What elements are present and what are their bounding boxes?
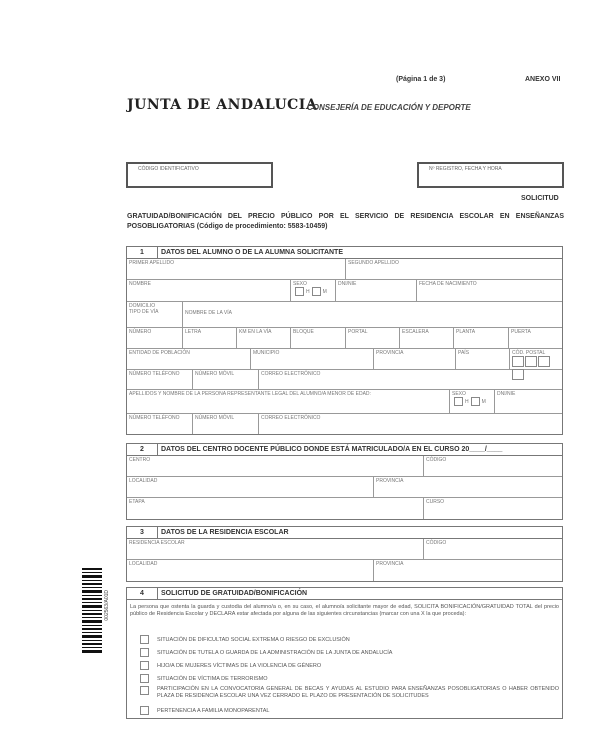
option-label: PERTENENCIA A FAMILIA MONOPARENTAL: [157, 707, 270, 714]
cod-postal-field[interactable]: [509, 349, 562, 369]
junta-logo: JUNTA DE ANDALUCIA: [127, 97, 318, 113]
sexo-label: SEXO: [293, 281, 307, 287]
barcode: [82, 568, 102, 654]
section-4-intro: La persona que ostenta la guarda y custodia del alumno/a o, en su caso, el alumno/a solicitante mayor de edad, SOLICITA BONIFICACIÓN/GRATUIDAD TOTAL del precio público de Residencia Escolar y DECLARA estar afectada por alguna de las siguientes circunstancias (marcar con una X la que proceda):: [130, 604, 559, 617]
section-1: [126, 246, 563, 435]
rep-dni-field[interactable]: DNI/NIE: [494, 390, 562, 413]
sexo-h-checkbox[interactable]: [295, 287, 304, 296]
option-checkbox[interactable]: [140, 648, 149, 657]
section-2-header: [127, 444, 562, 456]
domicilio-label: DOMICILIO: [129, 303, 156, 309]
option-label: HIJO/A DE MUJERES VÍCTIMAS DE LA VIOLENCIA DE GÉNERO: [157, 662, 322, 669]
sexo-field: [290, 280, 335, 301]
option-label: SITUACIÓN DE TUTELA O GUARDA DE LA ADMINISTRACIÓN DE LA JUNTA DE ANDALUCÍA: [157, 649, 393, 656]
residencia-provincia-field[interactable]: PROVINCIA: [373, 560, 562, 581]
municipio-field[interactable]: MUNICIPIO: [250, 349, 373, 369]
code-box[interactable]: [126, 162, 273, 188]
option-checkbox[interactable]: [140, 661, 149, 670]
option-terrorismo[interactable]: [138, 674, 268, 683]
section-2: [126, 443, 563, 520]
section-3-header: [127, 527, 562, 539]
section-3: [126, 526, 563, 582]
section-4: [126, 587, 563, 719]
option-becas[interactable]: [138, 686, 559, 700]
section-1-title: DATOS DEL ALUMNO O DE LA ALUMNA SOLICITANTE: [161, 249, 343, 256]
rep-sexo-h-label: H: [465, 398, 469, 405]
correo-field[interactable]: CORREO ELECTRÓNICO: [258, 370, 562, 389]
section-2-title: DATOS DEL CENTRO DOCENTE PÚBLICO DONDE ESTÁ MATRICULADO/A EN EL CURSO 20____/____: [161, 446, 503, 453]
bloque-field[interactable]: BLOQUE: [290, 328, 345, 348]
section-4-title: SOLICITUD DE GRATUIDAD/BONIFICACIÓN: [161, 590, 308, 597]
rep-movil-field[interactable]: NÚMERO MÓVIL: [192, 414, 258, 434]
cp-digit-box[interactable]: [512, 356, 524, 367]
km-field[interactable]: KM EN LA VÍA: [236, 328, 290, 348]
option-tutela[interactable]: [138, 648, 392, 657]
consejeria-label: CONSEJERÍA DE EDUCACIÓN Y DEPORTE: [307, 103, 471, 112]
entidad-field[interactable]: ENTIDAD DE POBLACIÓN: [129, 350, 190, 356]
centro-field[interactable]: CENTRO: [129, 457, 151, 463]
letra-field[interactable]: LETRA: [182, 328, 236, 348]
cp-digit-box[interactable]: [525, 356, 537, 367]
tipo-via-label: TIPO DE VÍA: [129, 309, 159, 315]
rep-telefono-field[interactable]: NÚMERO TELÉFONO: [129, 415, 180, 421]
option-violencia-genero[interactable]: [138, 661, 321, 670]
section-2-number: 2: [127, 444, 158, 455]
registry-box[interactable]: [417, 162, 564, 188]
planta-field[interactable]: PLANTA: [453, 328, 508, 348]
sexo-h-label: H: [306, 288, 310, 295]
rep-sexo-h-checkbox[interactable]: [454, 397, 463, 406]
centro-provincia-field[interactable]: PROVINCIA: [373, 477, 562, 497]
dni-field[interactable]: DNI/NIE: [335, 280, 416, 301]
telefono-field[interactable]: NÚMERO TELÉFONO: [129, 371, 180, 377]
section-3-title: DATOS DE LA RESIDENCIA ESCOLAR: [161, 529, 289, 536]
cp-digit-box[interactable]: [538, 356, 550, 367]
section-1-number: 1: [127, 247, 158, 258]
tipo-via-field[interactable]: [127, 302, 182, 327]
section-4-header: [127, 588, 562, 600]
section-3-number: 3: [127, 527, 158, 538]
pais-field[interactable]: PAÍS: [455, 349, 509, 369]
primer-apellido-field[interactable]: PRIMER APELLIDO: [129, 260, 175, 266]
nombre-field[interactable]: NOMBRE: [129, 281, 151, 287]
option-monoparental[interactable]: [138, 706, 269, 715]
rep-correo-field[interactable]: CORREO ELECTRÓNICO: [258, 414, 562, 434]
option-checkbox[interactable]: [140, 706, 149, 715]
form-title: [127, 212, 564, 232]
rep-sexo-field: [449, 390, 494, 413]
option-label: SITUACIÓN DE VÍCTIMA DE TERRORISMO: [157, 675, 268, 682]
rep-sexo-m-checkbox[interactable]: [471, 397, 480, 406]
residencia-codigo-field[interactable]: CÓDIGO: [423, 539, 562, 559]
registry-box-label: Nº REGISTRO, FECHA Y HORA: [429, 166, 502, 172]
solicitud-label: SOLICITUD: [521, 195, 559, 202]
etapa-field[interactable]: ETAPA: [129, 499, 145, 505]
residencia-localidad-field[interactable]: LOCALIDAD: [129, 561, 158, 567]
section-1-header: [127, 247, 562, 259]
cod-postal-label: CÓD. POSTAL: [512, 350, 546, 356]
option-label: PARTICIPACIÓN EN LA CONVOCATORIA GENERAL DE BECAS Y AYUDAS AL ESTUDIO PARA ENSEÑANZAS POSOBLIGATORIAS O HABER OBTENIDO PLAZA DE RESIDENCIA ESCOLAR UNA VEZ CERRADO EL PLAZO DE PRESENTACIÓN DE SOLICITUDES: [157, 686, 559, 699]
escalera-field[interactable]: ESCALERA: [399, 328, 453, 348]
nombre-via-field[interactable]: NOMBRE DE LA VÍA: [182, 302, 562, 327]
centro-codigo-field[interactable]: CÓDIGO: [423, 456, 562, 476]
sexo-m-checkbox[interactable]: [312, 287, 321, 296]
representante-field[interactable]: APELLIDOS Y NOMBRE DE LA PERSONA REPRESENTANTE LEGAL DEL ALUMNO/A MENOR DE EDAD:: [129, 391, 371, 397]
movil-field[interactable]: NÚMERO MÓVIL: [192, 370, 258, 389]
sexo-m-label: M: [322, 288, 327, 295]
option-checkbox[interactable]: [140, 635, 149, 644]
segundo-apellido-field[interactable]: SEGUNDO APELLIDO: [345, 259, 562, 279]
numero-field[interactable]: NÚMERO: [129, 329, 152, 335]
curso-field[interactable]: CURSO: [423, 498, 562, 519]
option-dificultad[interactable]: [138, 635, 350, 644]
option-checkbox[interactable]: [140, 686, 149, 695]
fecha-nacimiento-field[interactable]: FECHA DE NACIMIENTO: [416, 280, 562, 301]
page-number: (Página 1 de 3): [396, 76, 446, 83]
rep-sexo-label: SEXO: [452, 391, 466, 397]
puerta-field[interactable]: PUERTA: [508, 328, 562, 348]
rep-sexo-m-label: M: [481, 398, 486, 405]
portal-field[interactable]: PORTAL: [345, 328, 399, 348]
section-4-number: 4: [127, 588, 158, 599]
procedure-code: (Código de procedimiento: 5583-10459): [196, 223, 328, 230]
option-label: SITUACIÓN DE DIFICULTAD SOCIAL EXTREMA O RIESGO DE EXCLUSIÓN: [157, 636, 350, 643]
title-text: GRATUIDAD/BONIFICACIÓN DEL PRECIO PÚBLICO POR EL SERVICIO DE RESIDENCIA ESCOLAR EN ENSEÑANZAS POSOBLIGATORIAS: [127, 213, 564, 230]
barcode-number: 002563/A01D: [104, 590, 110, 621]
annex-label: ANEXO VII: [525, 76, 561, 83]
provincia-field[interactable]: PROVINCIA: [373, 349, 455, 369]
residencia-field[interactable]: RESIDENCIA ESCOLAR: [129, 540, 185, 546]
centro-localidad-field[interactable]: LOCALIDAD: [129, 478, 158, 484]
option-checkbox[interactable]: [140, 674, 149, 683]
code-box-label: CÓDIGO IDENTIFICATIVO: [138, 166, 199, 172]
